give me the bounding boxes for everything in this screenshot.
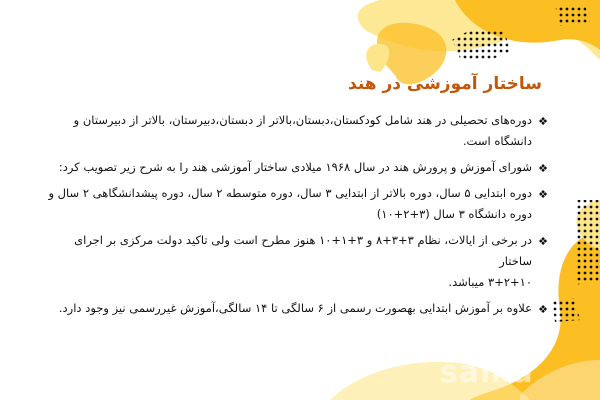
paragraph-1 bbox=[48, 110, 548, 152]
content-body bbox=[48, 110, 548, 324]
paragraph-line: در برخی از ایالات، نظام ۳+۳+۸ و ۳+۱+۱۰ هنوز مطرح است ولی تاکید دولت مرکزی بر اجرای ساختار bbox=[74, 233, 532, 268]
paragraph-line: دانشگاه است. bbox=[462, 134, 532, 148]
bullet-icon: ❖ bbox=[538, 188, 548, 201]
paragraph-2 bbox=[48, 157, 548, 178]
paragraph-5 bbox=[48, 298, 548, 319]
bullet-icon: ❖ bbox=[538, 115, 548, 128]
paragraph-line: علاوه بر آموزش ابتدایی بهصورت رسمی از ۶ سالگی تا ۱۴ سالگی،آموزش غیررسمی نیز وجود دارد. bbox=[58, 301, 532, 315]
paragraph-line: شورای آموزش و پرورش هند در سال ۱۹۶۸ میلادی ساختار آموزشی هند را به شرح زیر تصویب کرد: bbox=[58, 160, 532, 174]
paragraph-line: دوره ابتدایی ۵ سال، دوره بالاتر از ابتدایی ۳ سال، دوره متوسطه ۲ سال، دوره پیشدانشگاهی ۲ سال و bbox=[48, 186, 532, 200]
bullet-icon: ❖ bbox=[538, 235, 548, 248]
paragraph-3 bbox=[48, 183, 548, 225]
bullet-icon: ❖ bbox=[538, 303, 548, 316]
paragraph-4 bbox=[48, 230, 548, 293]
watermark-logo: sama bbox=[440, 355, 534, 390]
paragraph-line: دوره‌های تحصیلی در هند شامل کودکستان،دبستان،بالاتر از دبستان،دبیرستان، بالاتر از دبیرستان و bbox=[73, 113, 532, 127]
slide-title: ساختار آموزشی در هند bbox=[348, 74, 542, 94]
bullet-icon: ❖ bbox=[538, 162, 548, 175]
paragraph-line: ۳+۲+۱۰ میباشد. bbox=[448, 275, 532, 289]
paragraph-line: دوره دانشگاه ۳ سال (۳+۲+۱۰) bbox=[376, 207, 532, 221]
